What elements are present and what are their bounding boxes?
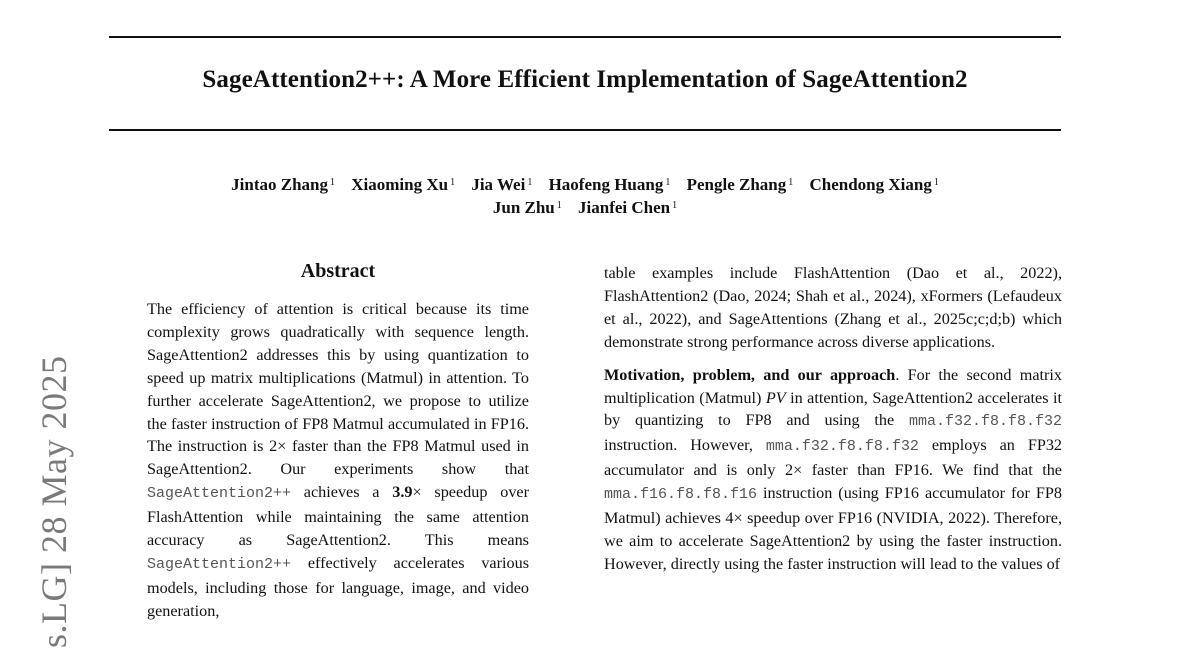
paper-title: SageAttention2++: A More Efficient Implementation of SageAttention2 [202,66,968,93]
author-list-row-2 [0,197,1170,219]
author: Chendong Xiang $^1$ [809,175,939,194]
abstract-paragraph: The efficiency of attention is critical because its time complexity grows quadratically with sequence length. SageAttention2 addresses this by using quantization to speed up matrix multiplications (Matmul) in attention. To further accelerate SageAttention2, we propose to utilize the faster instruction of FP8 Matmul accumulated in FP16. The instruction is 2× faster than the FP8 Matmul used in SageAttention2. Our experiments show that SageAttention2++ achieves a 3.9× speedup over FlashAttention while maintaining the same attention accuracy as SageAttention2. This means SageAttention2++ effectively accelerates various models, including those for language, image, and video generation, [147,300,529,620]
author: Xiaoming Xu $^1$ [351,175,456,194]
author-list-row-1 [0,174,1170,196]
abstract-body [147,298,529,623]
intro-paragraph: table examples include FlashAttention (Dao et al., 2022), FlashAttention2 (Dao, 2024; Shah et al., 2024), xFormers (Lefaudeux et al., 2022), and SageAttentions (Zhang et al., 2025c;c;d;b) which demonstrate strong performance across diverse applications. [604,264,1062,351]
abstract-heading: Abstract [300,260,376,282]
author: Jun Zhu $^1$ [492,198,562,217]
code-name: SageAttention2++ [147,555,292,573]
paragraph-heading: Motivation, problem, and our approach [604,365,896,384]
code-instruction: mma.f16.f8.f8.f16 [604,486,758,504]
author: Haofeng Huang $^1$ [548,175,671,194]
title-rule-top [109,36,1061,38]
title-rule-bottom [109,129,1061,131]
emphasis-number: 3.9 [392,483,413,502]
intro-column [604,262,1062,576]
motivation-paragraph: Motivation, problem, and our approach. For the second matrix multiplication (Matmul) PV in attention, SageAttention2 accelerates it by quantizing to FP8 and using the mma.f32.f8.f8.f32 instruction. However, mma.f32.f8.f8.f32 employs an FP32 accumulator and is only 2× faster than FP16. We find that the mma.f16.f8.f8.f16 instruction (using FP16 accumulator for FP8 Matmul) achieves 4× speedup over FP16 (NVIDIA, 2022). Therefore, we aim to accelerate SageAttention2 by using the faster instruction. However, directly using the faster instruction will lead to the values of [604,365,1063,573]
author: Jintao Zhang $^1$ [231,175,335,194]
author: Jia Wei $^1$ [471,175,533,194]
code-instruction: mma.f32.f8.f8.f32 [765,438,919,456]
arxiv-identifier-stamp: s.LG] 28 May 2025 [34,355,74,648]
math-symbol: PV [765,388,786,407]
author: Jianfei Chen $^1$ [578,198,678,217]
code-name: SageAttention2++ [147,485,292,503]
code-instruction: mma.f32.f8.f8.f32 [908,413,1062,431]
author: Pengle Zhang $^1$ [686,175,794,194]
